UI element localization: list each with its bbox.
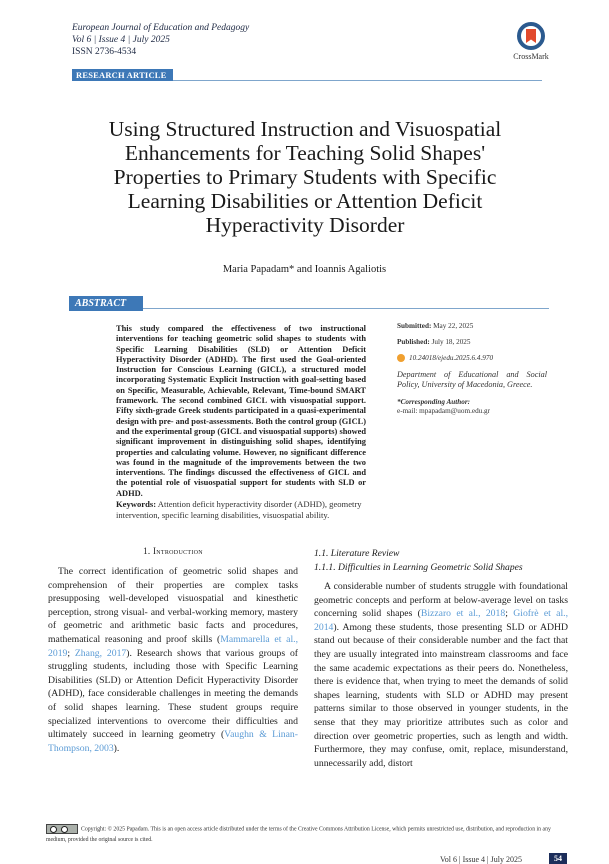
doi-link[interactable]: 10.24018/ejedu.2025.6.4.970 [397,354,547,362]
subsection-heading-difficulties: 1.1.1. Difficulties in Learning Geometric Solid Shapes [314,562,523,573]
crossmark-button[interactable] [496,22,566,61]
journal-volume-issue: Vol 6 | Issue 4 | July 2025 [72,35,170,45]
cc-by-icon[interactable] [46,824,78,834]
footer-volume-issue: Vol 6 | Issue 4 | July 2025 [440,855,522,864]
copyright-notice: Copyright: © 2025 Papadam. This is an open access article distributed under the terms of the Creative Commons Attribution License, which permits unrestricted use, distribution, and reproduction in any medium, provided the original source is cited. [46,824,566,846]
doi-icon [397,354,405,362]
journal-header [72,22,249,58]
introduction-body: The correct identification of geometric solid shapes and comprehension of their properties are complex tasks presupposing well-developed visuospatial and kinesthetic perception, strong visual- and verbal-working memory, mastery of geometric and arithmetic basic facts and procedures, mathematical reasoning and proof skills (Mammarella et al., 2019; Zhang, 2017). Research shows that various groups of struggling students, including those with Specific Learning Disabilities (SLD) or Attention Deficit Hyperactivity Disorder (ADHD), face considerable challenges in meeting the demands of solid shapes learning. These student groups require specialized interventions to overcome their difficulties and ultimately succeed in learning geometry (Vaughn & Linan-Thompson, 2003). [48,566,299,754]
abstract-text: This study compared the effectiveness of two instructional interventions for teaching geometric solid shapes to students with Specific Learning Disabilities (SLD) or Attention Deficit Hyperactivity Disorder (ADHD). The first used the Goal-oriented Instruction for Conscious Learning (GICL), a structured model incorporating Systematic Explicit Instruction with goal-setting based on Specific, Measurable, Achievable, Relevant, Time-bound SMART framework. The second combined GICL with visuospatial support. Fifty sixth-grade Greek students participated in a quasi-experimental design with pre- and post-assessments. Both the control group (GICL) and the experimental group (GICL and visuospatial supports) showed significant improvement in distinguishing solid shapes, identifying properties and calculating volume. However, no significant difference was found in the magnitude of the improvements between the two interventions. The findings discussed the effectiveness of GICL and the potential role of visuospatial support for students with SLD or ADHD. [116,324,366,498]
citation-link[interactable]: Bizzaro et al., 2018 [420,608,506,620]
published-date: Published: July 18, 2025 [397,338,471,346]
article-title: Using Structured Instruction and Visuospatial Enhancements for Teaching Solid Shapes' Properties to Primary Students with Specific Learning Disabilities or Attention Deficit Hyperactivity Disorder [108,117,502,237]
keywords-text: Attention deficit hyperactivity disorder (ADHD), geometry intervention, specific learning disabilities, visuospatial ability. [116,499,362,520]
keywords-label: Keywords: [116,499,157,509]
citation-link[interactable]: Giofrè et al., 2014 [314,608,569,633]
journal-issn: ISSN 2736-4534 [72,47,137,57]
citation-link[interactable]: Vaughn & Linan-Thompson, 2003 [48,729,298,754]
crossmark-label: CrossMark [513,52,549,61]
submitted-date: Submitted: May 22, 2025 [397,322,474,330]
section-heading-introduction: 1. Introduction [143,546,203,556]
crossmark-bookmark-icon [517,22,545,50]
citation-link[interactable]: Zhang, 2017 [74,647,127,659]
literature-body: A considerable number of students struggle with foundational geometric concepts and perform at below-average level on tasks concerning solid shapes (Bizzaro et al., 2018; Giofrè et al., 2014). Among these students, those presenting SLD or ADHD stand out because of their considerable number and the fact that they are usually integrated into mainstream classrooms and face the same academic expectations as their peers do. Nonetheless, there is evidence that, when trying to meet the demands of solid shapes learning, students with SLD or ADHD may present patterns similar to those observed in younger students, in the sense that they may prioritize attributes such as color and direction over geometric properties, such as length and width. Furthermore, they may confuse, omit, replace, misunderstand, unnecessarily add, distort [314,581,569,769]
keywords [116,499,376,520]
page-number: 54 [549,853,567,864]
citation-link[interactable]: Mammarella et al., 2019 [48,633,298,659]
journal-name: European Journal of Education and Pedagogy [72,23,250,33]
article-type-badge: RESEARCH ARTICLE [72,69,173,81]
section-heading-literature-review: 1.1. Literature Review [314,548,400,559]
author-email[interactable]: e-mail: mpapadam@uom.edu.gr [397,407,491,416]
authors: Maria Papadam* and Ioannis Agaliotis [222,264,387,275]
author-affiliation: Department of Educational and Social Policy, University of Macedonia, Greece. [397,370,547,390]
article-info-sidebar [397,322,547,424]
abstract-heading: ABSTRACT [69,296,143,311]
corresponding-author: *Corresponding Author: e-mail: mpapadam@uom.edu.gr [397,398,547,416]
